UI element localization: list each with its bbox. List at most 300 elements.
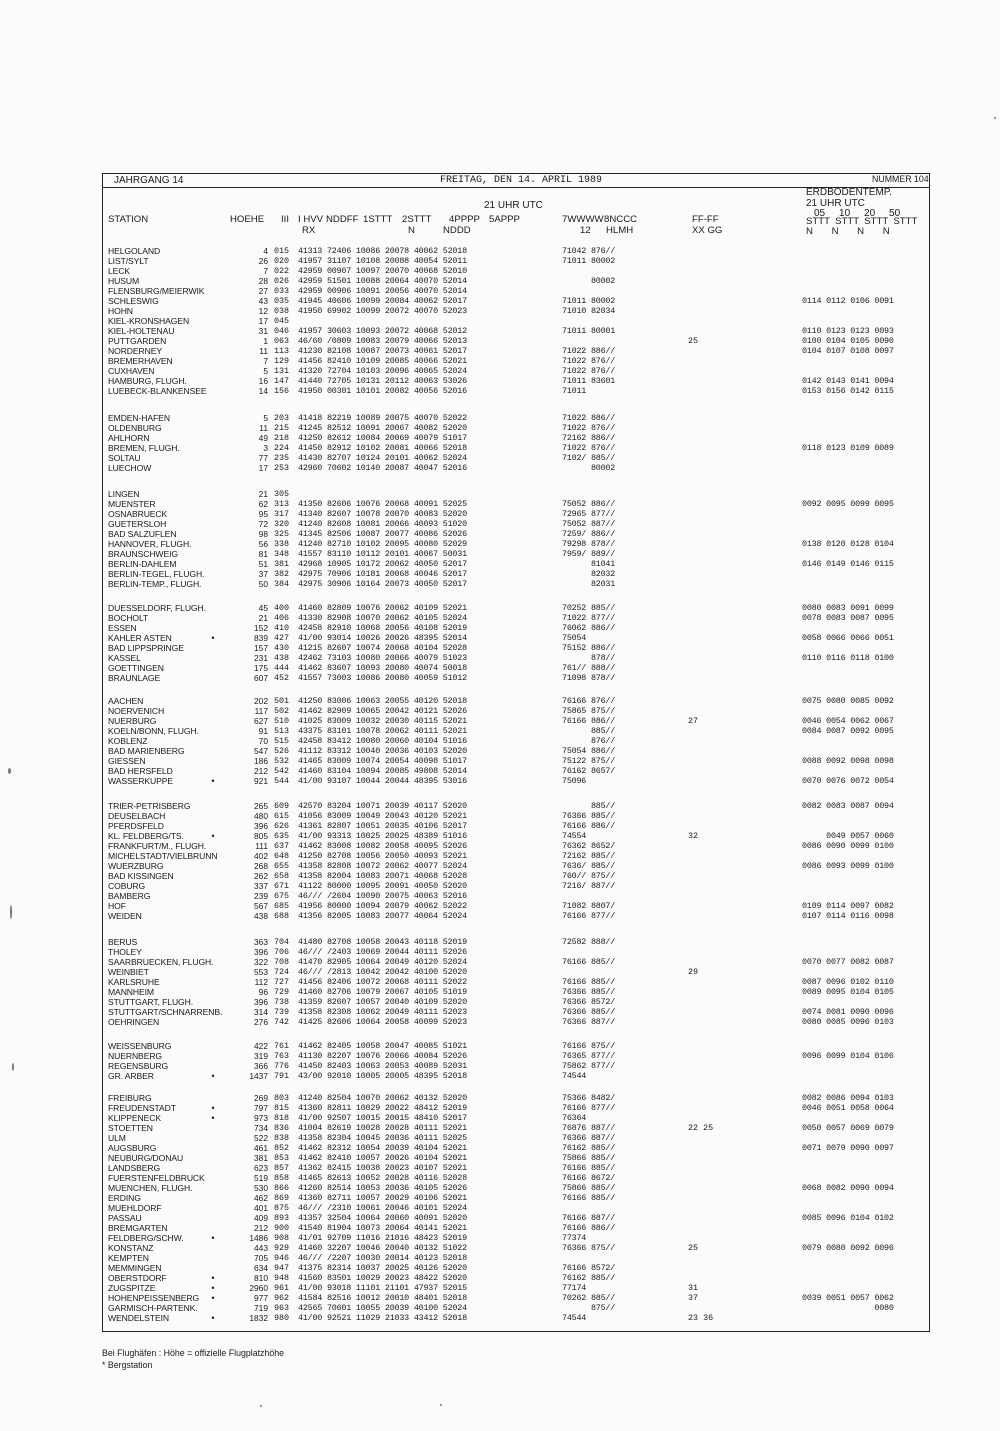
station-height: 810 (254, 1273, 268, 1283)
weather-cloud-groups: 7216/ 887// (562, 881, 616, 891)
station-height: 973 (254, 1113, 268, 1123)
mountain-marker: • (211, 1283, 215, 1293)
station-number: 033 (274, 286, 290, 296)
station-number: 438 (274, 653, 290, 663)
station-number: 381 (274, 559, 290, 569)
synop-groups: 42968 10905 10172 20062 40050 52017 (298, 559, 467, 569)
table-row (108, 1223, 926, 1233)
weather-cloud-groups: 74544 (562, 1313, 587, 1323)
weather-cloud-groups: 80002 (562, 463, 616, 473)
table-row (108, 1283, 926, 1293)
station-name: BREMGARTEN (108, 1223, 168, 1233)
station-name: HELGOLAND (108, 246, 161, 256)
station-number: 929 (274, 1243, 290, 1253)
station-number: 147 (274, 376, 290, 386)
station-name: FREIBURG (108, 1093, 152, 1103)
weather-cloud-groups: 71022 876// (562, 366, 616, 376)
station-name: LANDSBERG (108, 1163, 161, 1173)
synop-groups: 41360 82811 10029 20022 48412 52019 (298, 1103, 467, 1113)
synop-groups: 41004 82619 10028 20028 40111 52021 (298, 1123, 467, 1133)
station-name: BERLIN-TEMP., FLUGH. (108, 579, 202, 589)
station-height: 152 (254, 623, 268, 633)
station-name: BAD KISSINGEN (108, 871, 174, 881)
table-row (108, 519, 926, 529)
weather-cloud-groups: 75052 887// (562, 519, 616, 529)
synop-groups: 41/00 92507 10015 20015 48410 52017 (298, 1113, 467, 1123)
weather-cloud-groups: 75054 (562, 633, 587, 643)
soil-temperatures: 0039 0051 0057 0062 (802, 1293, 894, 1303)
station-number: 704 (274, 937, 290, 947)
weather-cloud-groups: 760// 875// (562, 871, 616, 881)
mountain-marker: • (211, 1313, 215, 1323)
station-name: LUEBECK-BLANKENSEE (108, 386, 207, 396)
mountain-marker: • (211, 1071, 215, 1081)
station-name: PASSAU (108, 1213, 142, 1223)
soil-temp-time: 21 UHR UTC (806, 198, 865, 209)
soil-temperatures: 0080 (802, 1303, 894, 1313)
synop-groups: 42570 83204 10071 20039 40117 52020 (298, 801, 467, 811)
weather-cloud-groups: 76166 875// (562, 1041, 616, 1051)
station-height: 51 (258, 559, 268, 569)
weather-cloud-groups: 71011 80001 (562, 326, 616, 336)
station-name: OBERSTDORF (108, 1273, 167, 1283)
synop-groups: 41945 40606 10099 20084 40062 52017 (298, 296, 467, 306)
weather-cloud-groups: 76162 885// (562, 1143, 616, 1153)
synop-groups: 41350 82606 10076 20068 40091 52025 (298, 499, 467, 509)
synop-groups: 41957 30603 10093 20072 40068 52012 (298, 326, 467, 336)
synop-groups: 41460 83104 10094 20085 49808 52014 (298, 766, 467, 776)
station-height: 705 (254, 1253, 268, 1263)
soil-temperatures: 0078 0083 0087 0095 (802, 613, 894, 623)
table-row (108, 376, 926, 386)
station-name: GR. ARBER (108, 1071, 154, 1081)
table-row (108, 1163, 926, 1173)
weather-cloud-groups: 82032 (562, 569, 616, 579)
weather-cloud-groups: 76366 887// (562, 1133, 616, 1143)
scan-speck (10, 905, 12, 919)
synop-groups: 41540 81904 10073 20064 40141 52021 (298, 1223, 467, 1233)
weather-cloud-groups: 76166 885// (562, 1163, 616, 1173)
station-name: HANNOVER, FLUGH. (108, 539, 192, 549)
station-name: FRANKFURT/M., FLUGH. (108, 841, 207, 851)
weather-cloud-groups: 878// (562, 653, 616, 663)
station-number: 410 (274, 623, 290, 633)
table-row (108, 1293, 926, 1303)
synop-groups: 41250 82708 10056 20050 40093 52021 (298, 851, 467, 861)
weather-cloud-groups: 71022 876// (562, 443, 616, 453)
synop-groups: 41/00 93313 10025 20025 48389 51016 (298, 831, 467, 841)
synop-groups: 41056 83009 10049 20043 40120 52021 (298, 811, 467, 821)
station-number: 742 (274, 1017, 290, 1027)
station-height: 91 (258, 726, 268, 736)
synop-groups: 41950 69902 10099 20072 40070 52023 (298, 306, 467, 316)
weather-cloud-groups: 76366 885// (562, 987, 616, 997)
station-height: 70 (258, 736, 268, 746)
station-height: 2960 (249, 1283, 268, 1293)
group-7 (108, 937, 926, 1027)
mountain-marker: • (211, 831, 215, 841)
station-name: CUXHAVEN (108, 366, 155, 376)
weather-cloud-groups: 81041 (562, 559, 616, 569)
station-name: OSNABRUECK (108, 509, 168, 519)
synop-groups: 41358 82004 10083 20071 40068 52028 (298, 871, 467, 881)
weather-cloud-groups: 75054 886// (562, 746, 616, 756)
table-row (108, 821, 926, 831)
weather-cloud-groups: 71011 83601 (562, 376, 616, 386)
table-row (108, 579, 926, 589)
station-number: 727 (274, 977, 290, 987)
weather-cloud-groups: 7102/ 885// (562, 453, 616, 463)
station-number: 869 (274, 1193, 290, 1203)
table-row (108, 509, 926, 519)
station-number: 022 (274, 266, 290, 276)
col-1sttt: 1STTT (363, 214, 393, 225)
table-row (108, 1007, 926, 1017)
soil-temperatures: 0074 0081 0090 0096 (802, 1007, 894, 1017)
station-height: 623 (254, 1163, 268, 1173)
station-name: GUETERSLOH (108, 519, 167, 529)
wind-gust-group: 37 (688, 1293, 699, 1303)
soil-temperatures: 0082 0086 0094 0103 (802, 1093, 894, 1103)
table-row (108, 1183, 926, 1193)
weather-cloud-groups: 75096 (562, 776, 587, 786)
synop-groups: 41250 83006 10063 20055 40120 52018 (298, 696, 467, 706)
station-height: 45 (258, 603, 268, 613)
synop-groups: 42975 70906 10181 20068 40046 52017 (298, 569, 467, 579)
synop-groups: 41340 82607 10078 20070 40083 52020 (298, 509, 467, 519)
weather-cloud-groups: 76166 8672/ (562, 1173, 616, 1183)
station-name: LIST/SYLT (108, 256, 149, 266)
synop-groups: 41470 82905 10064 20049 40120 52024 (298, 957, 467, 967)
synop-groups: 41240 82710 10102 20095 40080 52029 (298, 539, 467, 549)
station-height: 337 (254, 881, 268, 891)
table-row (108, 746, 926, 756)
synop-groups: 41/00 93014 10026 20026 48395 52014 (298, 633, 467, 643)
table-row (108, 256, 926, 266)
station-height: 797 (254, 1103, 268, 1113)
synop-groups: 42975 30906 10164 20073 40050 52017 (298, 579, 467, 589)
station-height: 977 (254, 1293, 268, 1303)
station-height: 7 (263, 266, 268, 276)
station-number: 400 (274, 603, 290, 613)
station-number: 253 (274, 463, 290, 473)
station-number: 382 (274, 569, 290, 579)
col-n: N (408, 225, 415, 236)
station-height: 112 (254, 977, 268, 987)
weather-cloud-groups: 76166 886// (562, 1223, 616, 1233)
weather-cloud-groups: 71011 (562, 386, 587, 396)
synop-groups: 46/// /2403 10069 20044 40111 52026 (298, 947, 467, 957)
station-name: ULM (108, 1133, 126, 1143)
station-number: 502 (274, 706, 290, 716)
station-height: 547 (254, 746, 268, 756)
col-12: 12 (580, 225, 591, 236)
table-row (108, 336, 926, 346)
mountain-marker: • (211, 1113, 215, 1123)
station-number: 858 (274, 1173, 290, 1183)
synop-groups: 41/00 93018 11101 21101 47937 52015 (298, 1283, 467, 1293)
station-number: 542 (274, 766, 290, 776)
station-number: 544 (274, 776, 290, 786)
station-height: 461 (254, 1143, 268, 1153)
station-name: GOETTINGEN (108, 663, 164, 673)
station-name: KARLSRUHE (108, 977, 160, 987)
station-number: 452 (274, 673, 290, 683)
soil-temp-depths: 05 10 20 50 (814, 208, 901, 219)
mountain-marker: • (211, 1273, 215, 1283)
station-number: 313 (274, 499, 290, 509)
col-ihvv: I HVV (298, 214, 324, 225)
weather-cloud-groups: 7636/ 885// (562, 861, 616, 871)
weather-cloud-groups: 76876 887// (562, 1123, 616, 1133)
synop-groups: 41557 73003 10086 20080 40059 51012 (298, 673, 467, 683)
station-height: 26 (258, 256, 268, 266)
station-number: 637 (274, 841, 290, 851)
weather-cloud-groups: 7959/ 889// (562, 549, 616, 559)
station-number: 224 (274, 443, 290, 453)
soil-temperatures: 0086 0090 0099 0100 (802, 841, 894, 851)
weather-cloud-groups: 71010 82034 (562, 306, 616, 316)
station-number: 444 (274, 663, 290, 673)
table-row (108, 603, 926, 613)
weather-cloud-groups: 885// (562, 726, 616, 736)
station-number: 739 (274, 1007, 290, 1017)
station-height: 14 (258, 386, 268, 396)
mountain-marker: • (211, 776, 215, 786)
table-row (108, 766, 926, 776)
station-height: 921 (254, 776, 268, 786)
station-number: 893 (274, 1213, 290, 1223)
wind-gust-group: 25 (688, 1243, 699, 1253)
soil-temperatures: 0082 0083 0087 0094 (802, 801, 894, 811)
table-row (108, 871, 926, 881)
station-number: 020 (274, 256, 290, 266)
station-number: 729 (274, 987, 290, 997)
station-name: AACHEN (108, 696, 144, 706)
station-number: 724 (274, 967, 290, 977)
synop-groups: 41330 82908 10070 20062 40105 52024 (298, 613, 467, 623)
table-row (108, 569, 926, 579)
col-4pppp: 4PPPP (449, 214, 480, 225)
synop-groups: 41260 82514 10053 20036 40105 52026 (298, 1183, 467, 1193)
table-row (108, 663, 926, 673)
station-number: 526 (274, 746, 290, 756)
weather-cloud-groups: 80002 (562, 276, 616, 286)
station-number: 962 (274, 1293, 290, 1303)
station-number: 836 (274, 1123, 290, 1133)
table-row (108, 776, 926, 786)
mountain-marker: • (211, 1233, 215, 1243)
station-name: ESSEN (108, 623, 137, 633)
synop-groups: 41122 80000 10095 20091 40050 52020 (298, 881, 467, 891)
synop-groups: 41320 72704 10103 20096 40065 52024 (298, 366, 467, 376)
table-row (108, 529, 926, 539)
station-number: 338 (274, 539, 290, 549)
table-row (108, 1093, 926, 1103)
station-height: 567 (254, 901, 268, 911)
station-number: 215 (274, 423, 290, 433)
date-label: FREITAG, DEN 14. APRIL 1989 (440, 175, 603, 186)
station-height: 401 (254, 1203, 268, 1213)
station-height: 43 (258, 296, 268, 306)
station-height: 627 (254, 716, 268, 726)
station-name: FREUDENSTADT (108, 1103, 176, 1113)
table-row (108, 433, 926, 443)
station-number: 626 (274, 821, 290, 831)
weather-cloud-groups: 876// (562, 736, 616, 746)
table-row (108, 673, 926, 683)
station-height: 95 (258, 509, 268, 519)
table-row (108, 861, 926, 871)
station-height: 634 (254, 1263, 268, 1273)
synop-groups: 41240 82608 10081 20066 40093 51020 (298, 519, 467, 529)
weather-cloud-groups: 76366 887// (562, 1017, 616, 1027)
station-name: AUGSBURG (108, 1143, 157, 1153)
station-name: WASSERKUPPE (108, 776, 173, 786)
station-name: OLDENBURG (108, 423, 162, 433)
station-height: 5 (263, 413, 268, 423)
table-row (108, 1203, 926, 1213)
soil-temperatures: 0046 0054 0062 0067 (802, 716, 894, 726)
station-number: 430 (274, 643, 290, 653)
col-nddff: NDDFF (326, 214, 359, 225)
station-name: HOHENPEISSENBERG (108, 1293, 200, 1303)
weather-cloud-groups: 72582 888// (562, 937, 616, 947)
station-height: 16 (258, 376, 268, 386)
station-name: SOLTAU (108, 453, 141, 463)
station-name: HUSUM (108, 276, 140, 286)
station-name: TRIER-PETRISBERG (108, 801, 191, 811)
scan-speck (440, 1404, 442, 1406)
station-name: SCHLESWIG (108, 296, 159, 306)
station-number: 648 (274, 851, 290, 861)
station-number: 658 (274, 871, 290, 881)
station-name: LUECHOW (108, 463, 152, 473)
station-number: 513 (274, 726, 290, 736)
station-number: 980 (274, 1313, 290, 1323)
weather-cloud-groups: 71011 80002 (562, 296, 616, 306)
station-name: FLENSBURG/MEIERWIK (108, 286, 205, 296)
table-row (108, 1133, 926, 1143)
jahrgang-label: JAHRGANG 14 (114, 175, 184, 186)
station-name: KONSTANZ (108, 1243, 154, 1253)
station-name: KL. FELDBERG/TS. (108, 831, 184, 841)
station-height: 28 (258, 276, 268, 286)
synop-groups: 41462 83008 10082 20058 40095 52026 (298, 841, 467, 851)
station-number: 948 (274, 1273, 290, 1283)
synop-groups: 41358 82308 10062 20049 40111 52023 (298, 1007, 467, 1017)
station-height: 212 (254, 1223, 268, 1233)
wind-gust-group: 23 36 (688, 1313, 714, 1323)
weather-cloud-groups: 74554 (562, 831, 587, 841)
weather-cloud-groups: 76166 877// (562, 1103, 616, 1113)
synop-groups: 41/00 92521 11029 21033 43412 52018 (298, 1313, 467, 1323)
col-7wwww: 7WWWW (562, 214, 604, 225)
soil-temperatures: 0110 0123 0123 0093 (802, 326, 894, 336)
station-number: 908 (274, 1233, 290, 1243)
station-height: 111 (255, 841, 268, 851)
station-number: 852 (274, 1143, 290, 1153)
station-name: ZUGSPITZE (108, 1283, 156, 1293)
station-name: STOETTEN (108, 1123, 153, 1133)
station-number: 615 (274, 811, 290, 821)
table-row (108, 911, 926, 921)
synop-groups: 41345 82506 10087 20077 40086 52026 (298, 529, 467, 539)
soil-temperatures: 0142 0143 0141 0094 (802, 376, 894, 386)
synop-groups: 41245 82512 10091 20067 40082 52020 (298, 423, 467, 433)
station-number: 685 (274, 901, 290, 911)
synop-groups: 41360 82711 10057 20029 40106 52021 (298, 1193, 467, 1203)
station-number: 515 (274, 736, 290, 746)
table-row (108, 841, 926, 851)
weather-cloud-groups: 75152 886// (562, 643, 616, 653)
station-name: THOLEY (108, 947, 142, 957)
table-row (108, 613, 926, 623)
soil-temperatures: 0089 0095 0104 0105 (802, 987, 894, 997)
weather-cloud-groups: 76166 877// (562, 911, 616, 921)
weather-cloud-groups: 72965 877// (562, 509, 616, 519)
station-height: 1437 (249, 1071, 268, 1081)
soil-temperatures: 0104 0107 0108 0097 (802, 346, 894, 356)
wind-gust-group: 22 25 (688, 1123, 714, 1133)
synop-groups: 46/// /2813 10042 20042 40100 52020 (298, 967, 467, 977)
station-name: DEUSELBACH (108, 811, 166, 821)
station-number: 317 (274, 509, 290, 519)
station-height: 409 (254, 1213, 268, 1223)
station-number: 218 (274, 433, 290, 443)
station-name: NEUBURG/DONAU (108, 1153, 184, 1163)
station-name: KOELN/BONN, FLUGH. (108, 726, 199, 736)
station-height: 607 (254, 673, 268, 683)
synop-groups: 41460 82706 10079 20067 40105 51019 (298, 987, 467, 997)
station-height: 402 (254, 851, 268, 861)
station-number: 838 (274, 1133, 290, 1143)
synop-groups: 41/00 93107 10044 20044 48395 53016 (298, 776, 467, 786)
synop-groups: 46/// /2310 10061 20046 40101 52024 (298, 1203, 467, 1213)
observation-time: 21 UHR UTC (484, 200, 543, 211)
weather-cloud-groups: 75865 875// (562, 706, 616, 716)
table-row (108, 423, 926, 433)
synop-groups: 42960 70602 10140 20087 40047 52016 (298, 463, 467, 473)
station-height: 4 (263, 246, 268, 256)
soil-temperatures: 0068 0082 0090 0094 (802, 1183, 894, 1193)
station-name: BREMERHAVEN (108, 356, 173, 366)
table-row (108, 559, 926, 569)
weather-cloud-groups: 885// (562, 801, 616, 811)
synop-groups: 41025 83009 10032 20030 40115 52021 (298, 716, 467, 726)
synop-groups: 41/01 92709 11016 21016 48423 52019 (298, 1233, 467, 1243)
station-height: 37 (258, 569, 268, 579)
station-name: BAD HERSFELD (108, 766, 173, 776)
station-name: BOCHOLT (108, 613, 149, 623)
station-number: 113 (274, 346, 290, 356)
soil-temperatures: 0086 0093 0099 0100 (802, 861, 894, 871)
group-5 (108, 696, 926, 786)
station-height: 31 (258, 326, 268, 336)
weather-cloud-groups: 76166 876// (562, 696, 616, 706)
col-nddd: NDDD (443, 225, 471, 236)
group-2 (108, 413, 926, 473)
group-1 (108, 246, 926, 396)
synop-groups: 42959 51501 10088 20064 40070 52014 (298, 276, 467, 286)
weather-cloud-groups: 76366 8572/ (562, 997, 616, 1007)
station-height: 62 (258, 499, 268, 509)
synop-groups: 42458 83412 10080 20060 40104 51016 (298, 736, 467, 746)
table-row (108, 1253, 926, 1263)
station-name: KIEL-HOLTENAU (108, 326, 175, 336)
station-height: 363 (254, 937, 268, 947)
synop-groups: 41356 82005 10083 20077 40064 52024 (298, 911, 467, 921)
